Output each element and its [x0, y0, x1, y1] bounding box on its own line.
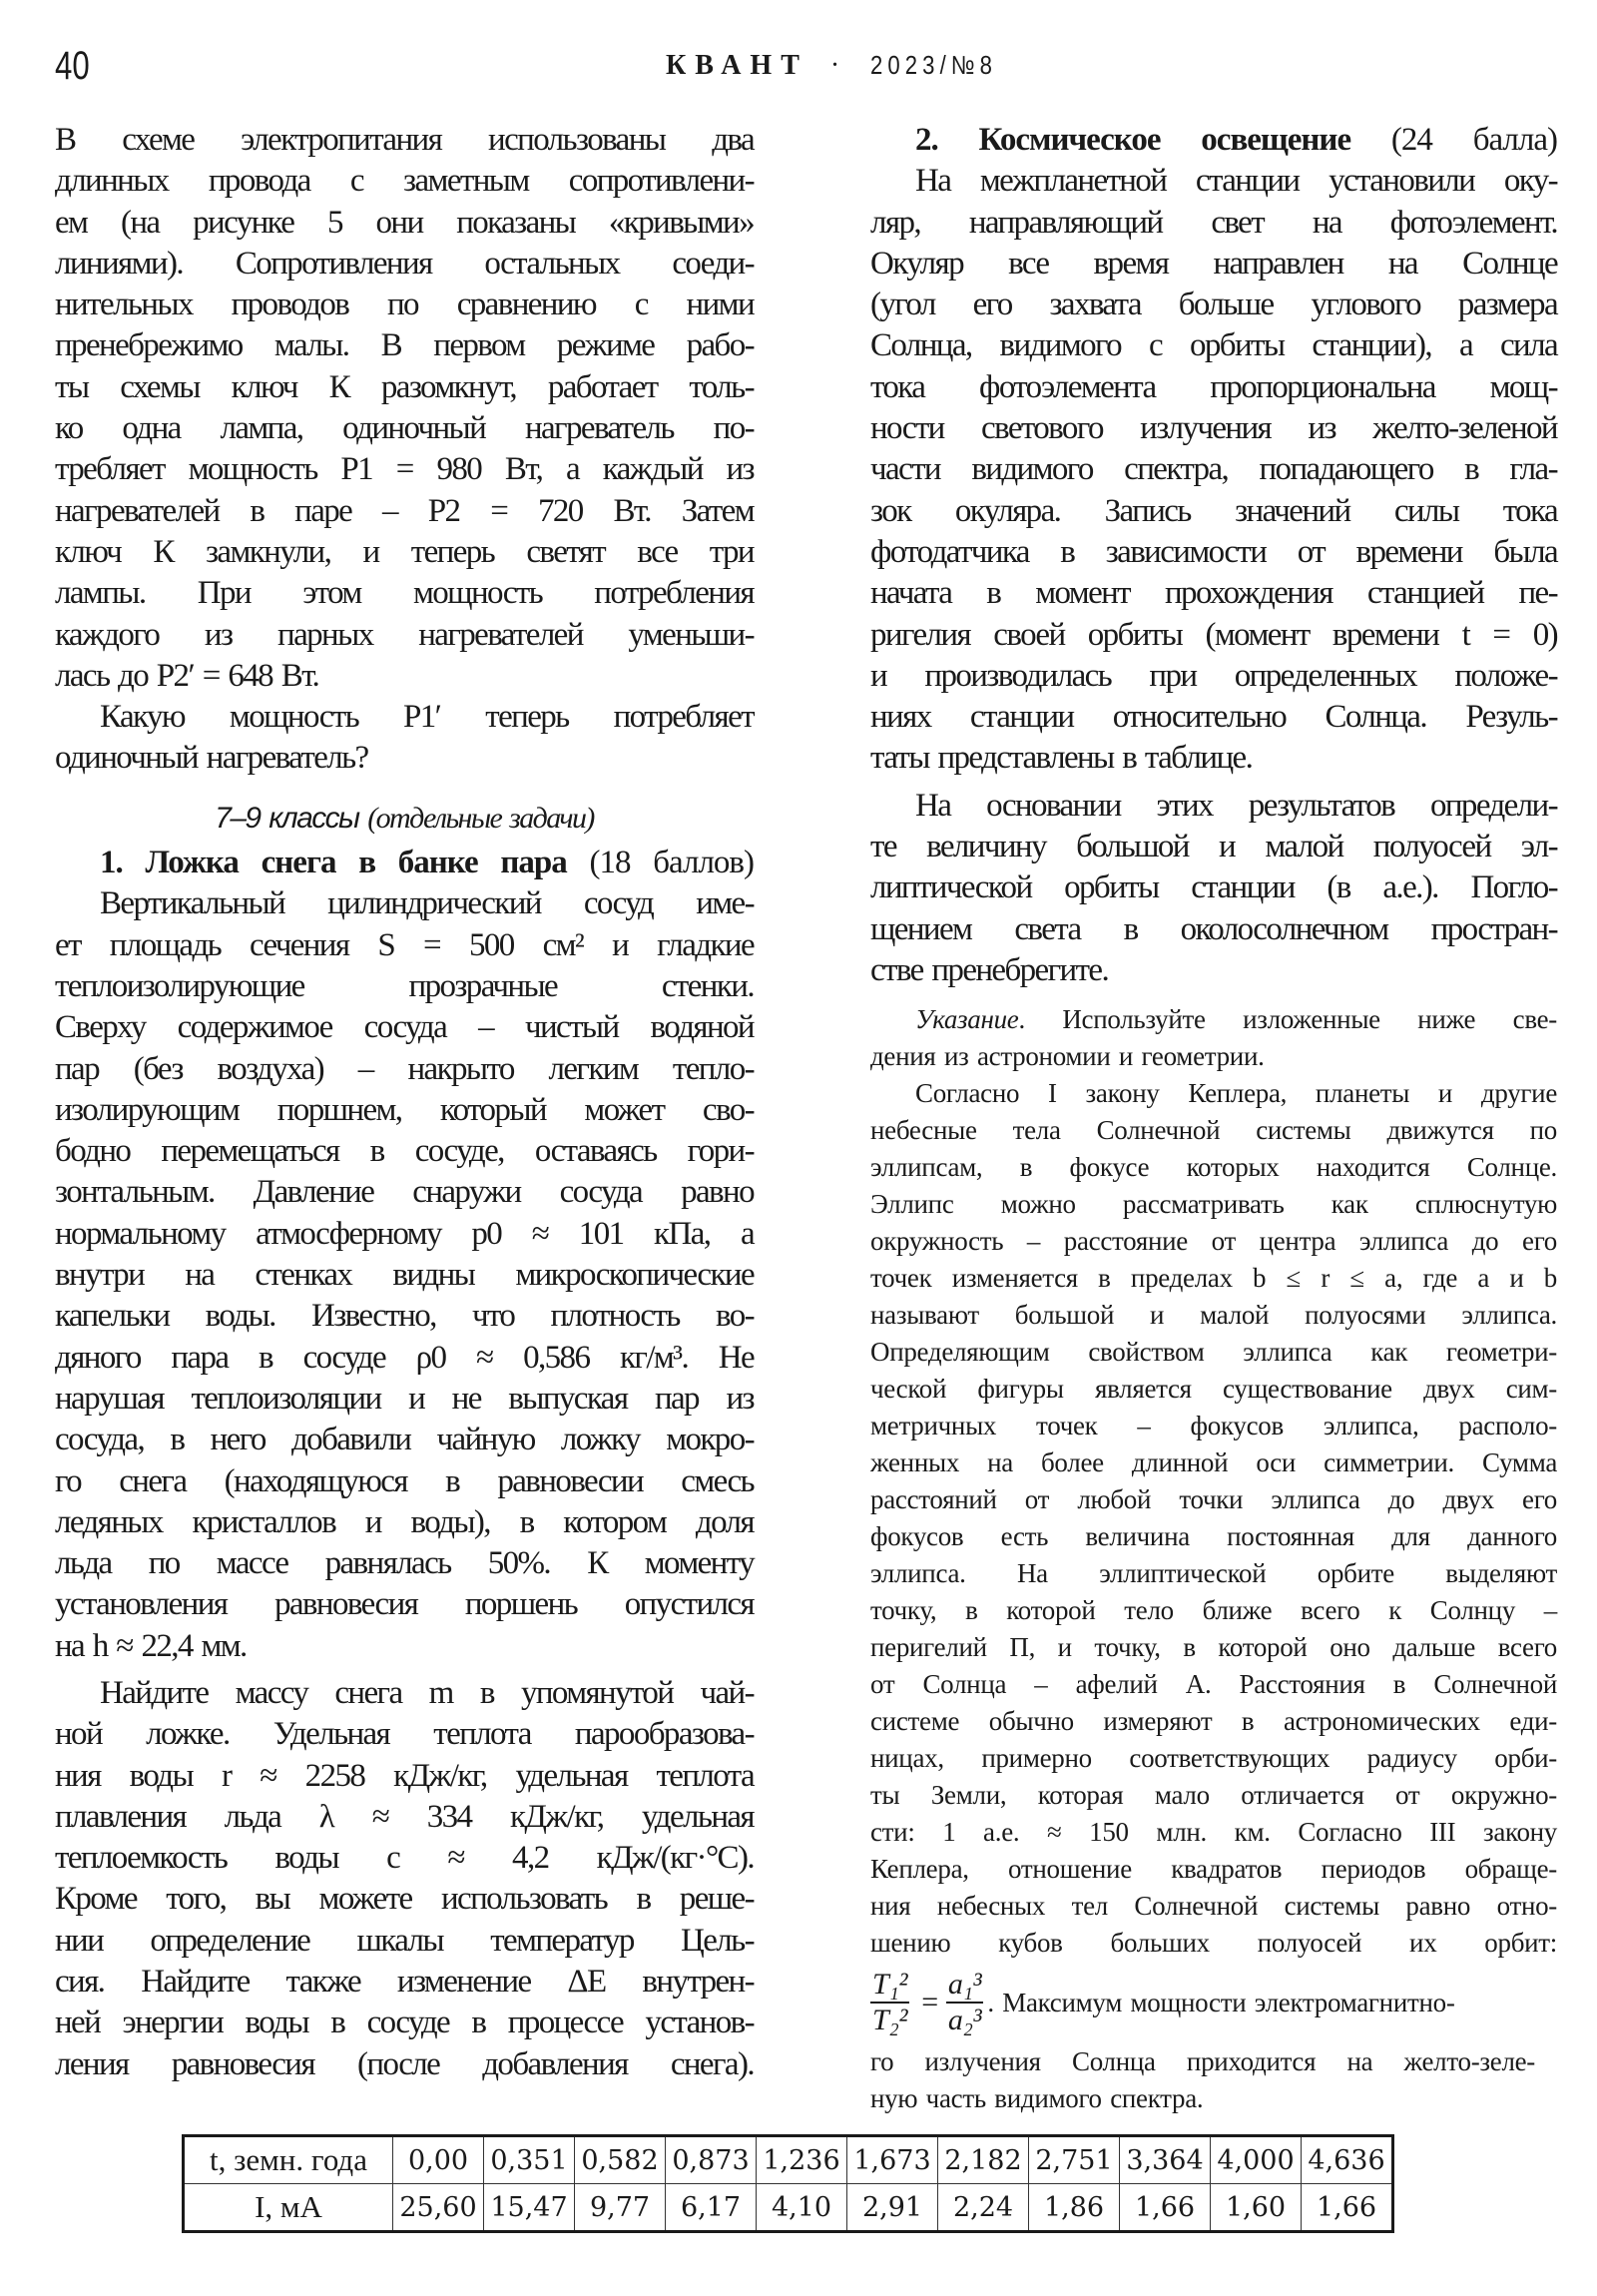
text-line: пренебрежимо малы. В первом режиме рабо-: [55, 327, 754, 364]
hint-block: [870, 1001, 1557, 2117]
hint-line: женных на более длинной оси симметрии. Сумма: [870, 1447, 1557, 1478]
text-line: пар (без воздуха) – накрыто легким тепло-: [55, 1050, 754, 1087]
fraction-denominator: T₂²: [872, 2004, 908, 2037]
text-line: линиями). Сопротивления остальных соеди-: [55, 245, 754, 282]
question-line: Найдите массу снега m в упомянутой чай-: [100, 1674, 754, 1711]
text-line: капельки воды. Известно, что плотность во-: [55, 1298, 754, 1335]
table-cell: 4,636: [1302, 2136, 1393, 2184]
text-line: ем (на рисунке 5 они показаны «кривыми»: [55, 204, 754, 241]
text-line: (угол его захвата больше углового размера: [870, 287, 1557, 323]
question-line: ной ложке. Удельная теплота парообразова-: [55, 1716, 754, 1753]
issue-number: 2023/№8: [870, 50, 998, 80]
hint-label: Указание: [915, 1004, 1019, 1035]
equals-sign: =: [921, 1986, 938, 2019]
task-line: те величину большой и малой полуосей эл-: [870, 829, 1557, 865]
hint-line: эллипсам, в фокусе которых находится Солнце.: [870, 1152, 1557, 1183]
hint-line: ческой фигуры является существование двух сим-: [870, 1374, 1557, 1405]
hint-first-line: [870, 1001, 1557, 1038]
text-line: длинных провода с заметным сопротивлени-: [55, 163, 754, 200]
problem1-heading: [55, 843, 754, 883]
problem1-title: 1. Ложка снега в банке пара: [100, 845, 567, 881]
text-line: На межпланетной станции установили оку-: [915, 163, 1557, 200]
problem2-title: 2. Космическое освещение: [915, 122, 1351, 158]
text-line: требляет мощность P1 = 980 Вт, а каждый из: [55, 451, 754, 488]
hint-line: Согласно I закону Кеплера, планеты и другие: [915, 1078, 1557, 1109]
header-separator: ·: [829, 50, 849, 81]
table-cell: 1,236: [757, 2136, 847, 2184]
text-line: фотодатчика в зависимости от времени была: [870, 533, 1557, 570]
right-column: [870, 120, 1557, 2117]
hint-line: ницах, примерно соответствующих радиусу орби-: [870, 1743, 1557, 1774]
table-cell: 1,86: [1029, 2184, 1120, 2232]
hint-line: расстояний от любой точки эллипса до двух его: [870, 1484, 1557, 1515]
hint-line: ты Земли, которая мало отличается от окружно-: [870, 1780, 1557, 1811]
hint-line: сти: 1 а.е. ≈ 150 млн. км. Согласно III закону: [870, 1817, 1557, 1848]
text-line: внутри на стенках видны микроскопические: [55, 1257, 754, 1294]
text-line: Солнца, видимого с орбиты станции), а сила: [870, 327, 1557, 364]
table-cell: 0,351: [484, 2136, 575, 2184]
hint-line: называют большой и малой полуосями эллипса.: [870, 1300, 1557, 1331]
table-cell: 2,24: [938, 2184, 1029, 2232]
text-line: установления равновесия поршень опустился: [55, 1586, 754, 1623]
question-line: ней энергии воды в сосуде в процессе установ-: [55, 2005, 754, 2041]
question-line: сия. Найдите также изменение ΔE внутрен-: [55, 1964, 754, 2001]
problem2-heading: [870, 120, 1557, 161]
text-line: каждого из парных нагревателей уменьши-: [55, 616, 754, 653]
text-line: го снега (находящуюся в равновесии смесь: [55, 1462, 754, 1499]
hint-line: небесные тела Солнечной системы движутся по: [870, 1115, 1557, 1146]
hint-line: перигелий П, и точку, в которой оно дальше всего: [870, 1632, 1557, 1663]
hint-line: шению кубов больших полуосей их орбит:: [870, 1928, 1557, 1959]
text-line: дяного пара в сосуде ρ0 ≈ 0,586 кг/м³. Не: [55, 1339, 754, 1376]
text-line: Окуляр все время направлен на Солнце: [870, 245, 1557, 282]
text-line: теплоизолирующие прозрачные стенки.: [55, 967, 754, 1004]
hint-line: точек изменяется в пределах b ≤ r ≤ a, где a и b: [870, 1263, 1557, 1294]
text-line: нагревателей в паре – P2 = 720 Вт. Затем: [55, 492, 754, 529]
text-line: тока фотоэлемента пропорциональна мощ-: [870, 368, 1557, 405]
problem2-points: (24 балла): [1390, 122, 1557, 158]
text-line: части видимого спектра, попадающего в гла-: [870, 451, 1557, 488]
text-line: ляр, направляющий свет на фотоэлемент.: [870, 204, 1557, 241]
table-cell: 4,10: [757, 2184, 847, 2232]
text-line: Сверху содержимое сосуда – чистый водяной: [55, 1009, 754, 1046]
kepler-formula-line: [870, 1962, 1557, 2043]
left-column: [55, 120, 754, 2085]
table-cell: 0,873: [666, 2136, 757, 2184]
text-line: зонтальным. Давление снаружи сосуда равно: [55, 1174, 754, 1211]
hint-line: от Солнца – афелий А. Расстояния в Солнечной: [870, 1669, 1557, 1700]
row-header-time: t, земн. года: [184, 2136, 393, 2184]
question-line: плавления льда λ ≈ 334 кДж/кг, удельная: [55, 1798, 754, 1835]
fraction-numerator: T₁²: [870, 1968, 909, 2004]
hint-line: метричных точек – фокусов эллипса, располо-: [870, 1411, 1557, 1441]
page-header: [55, 44, 1542, 94]
table-cell: 2,182: [938, 2136, 1029, 2184]
problem1-points: (18 баллов): [589, 845, 754, 881]
hint-line: окружность – расстояние от центра эллипса до его: [870, 1226, 1557, 1257]
text-line: и производилась при определенных положе-: [870, 657, 1557, 694]
table-cell: 9,77: [575, 2184, 666, 2232]
text-line: В схеме электропитания использованы два: [55, 122, 754, 158]
text-line: льда по массе равнялась 50%. К моменту: [55, 1545, 754, 1582]
text-line: ригелия своей орбиты (момент времени t = 0): [870, 616, 1557, 653]
task-line: На основании этих результатов определи-: [915, 787, 1557, 824]
hint-line: . Максимум мощности электромагнитно-: [987, 1988, 1455, 2018]
text-line: зок окуляра. Запись значений силы тока: [870, 492, 1557, 529]
text-line: сосуда, в него добавили чайную ложку мокро-: [55, 1422, 754, 1458]
table-row-current: [184, 2184, 1393, 2232]
text-line: лампы. При этом мощность потребления: [55, 575, 754, 612]
journal-name: КВАНТ: [666, 50, 808, 81]
text-line: ты схемы ключ К разомкнут, работает толь-: [55, 368, 754, 405]
question-line: теплоемкость воды c ≈ 4,2 кДж/(кг·°С).: [55, 1840, 754, 1877]
text-line: ледяных кристаллов и воды), в котором доля: [55, 1503, 754, 1540]
hint-line: Определяющим свойством эллипса как геометри-: [870, 1337, 1557, 1368]
table-cell: 4,000: [1211, 2136, 1302, 2184]
journal-title: [666, 50, 1020, 82]
problem1-question: [55, 1673, 754, 2085]
table-cell: 1,66: [1120, 2184, 1211, 2232]
text-line: ниях станции относительно Солнца. Резуль-: [870, 699, 1557, 736]
text-line: начата в момент прохождения станцией пе-: [870, 575, 1557, 612]
table-row-time: [184, 2136, 1393, 2184]
table-cell: 3,364: [1120, 2136, 1211, 2184]
text-line: Вертикальный цилиндрический сосуд име-: [100, 885, 754, 922]
question-line: нии определение шкалы температур Цель-: [55, 1922, 754, 1959]
problem2-task: [870, 786, 1557, 991]
table-cell: 1,60: [1211, 2184, 1302, 2232]
axis-ratio-fraction: [946, 1968, 984, 2037]
text-line: ключ К замкнули, и теперь светят все три: [55, 533, 754, 570]
question-line: Кроме того, вы можете использовать в реше-: [55, 1881, 754, 1918]
text-line: ет площадь сечения S = 500 см² и гладкие: [55, 926, 754, 963]
table-cell: 1,66: [1302, 2184, 1393, 2232]
section-grades: 7–9 классы: [215, 801, 359, 835]
fraction-numerator: a₁³: [946, 1968, 984, 2004]
text-line: ко одна лампа, одиночный нагреватель по-: [55, 410, 754, 447]
table-cell: 25,60: [393, 2184, 484, 2232]
text-line: изолирующим поршнем, который может сво-: [55, 1091, 754, 1128]
hint-line: Кеплера, отношение квадратов периодов обраще-: [870, 1854, 1557, 1885]
table-cell: 2,751: [1029, 2136, 1120, 2184]
text-line: ности светового излучения из желто-зеленой: [870, 410, 1557, 447]
table-cell: 15,47: [484, 2184, 575, 2232]
period-ratio-fraction: [870, 1968, 909, 2037]
question-line: ления равновесия (после добавления снега).: [55, 2045, 754, 2082]
measurement-table: [182, 2134, 1394, 2233]
page-number: 40: [55, 44, 90, 88]
text-line: нормальному атмосферному p0 ≈ 101 кПа, а: [55, 1215, 754, 1252]
text-line: на h ≈ 22,4 мм.: [55, 1627, 247, 1664]
text-line: нарушая теплоизоляции и не выпуская пар из: [55, 1380, 754, 1417]
row-header-current: I, мА: [184, 2184, 393, 2232]
table-cell: 0,582: [575, 2136, 666, 2184]
hint-line: эллипса. На эллиптической орбите выделяют: [870, 1558, 1557, 1589]
hint-line: ния небесных тел Солнечной системы равно отно-: [870, 1891, 1557, 1922]
section-note: (отдельные задачи): [367, 801, 594, 835]
hint-text: . Используйте изложенные ниже све-: [1018, 1004, 1557, 1035]
hint-line: го излучения Солнца приходится на желто-зеле-: [870, 2046, 1535, 2077]
text-line: нительных проводов по сравнению с ними: [55, 287, 754, 323]
question-line: Какую мощность P1′ теперь потребляет: [100, 699, 754, 736]
section-heading: [55, 798, 754, 839]
text-line: бодно перемещаться в сосуде, оставаясь гори-: [55, 1133, 754, 1170]
question-line: ния воды r ≈ 2258 кДж/кг, удельная теплота: [55, 1757, 754, 1794]
fraction-denominator: a₂³: [947, 2004, 982, 2037]
task-line: липтической орбиты станции (в а.е.). Погло-: [870, 869, 1557, 906]
question-line: одиночный нагреватель?: [55, 740, 368, 777]
table-cell: 1,673: [847, 2136, 938, 2184]
hint-line: точку, в которой тело ближе всего к Солнцу –: [870, 1595, 1557, 1626]
hint-line: дения из астрономии и геометрии.: [870, 1041, 1265, 1072]
previous-problem-text: [55, 120, 754, 780]
text-line: таты представлены в таблице.: [870, 740, 1253, 777]
text-line: лась до P2′ = 648 Вт.: [55, 657, 319, 694]
table-cell: 2,91: [847, 2184, 938, 2232]
hint-line: системе обычно измеряют в астрономических еди-: [870, 1706, 1557, 1737]
hint-line: фокусов есть величина постоянная для данного: [870, 1521, 1557, 1552]
task-line: щением света в околосолнечном простран-: [870, 910, 1557, 947]
hint-line: ную часть видимого спектра.: [870, 2083, 1204, 2114]
table-cell: 6,17: [666, 2184, 757, 2232]
problem2-text: [870, 161, 1557, 779]
table-cell: 0,00: [393, 2136, 484, 2184]
task-line: стве пренебрегите.: [870, 951, 1109, 988]
problem1-text: [55, 883, 754, 1667]
hint-line: Эллипс можно рассматривать как сплюснутую: [870, 1189, 1557, 1220]
